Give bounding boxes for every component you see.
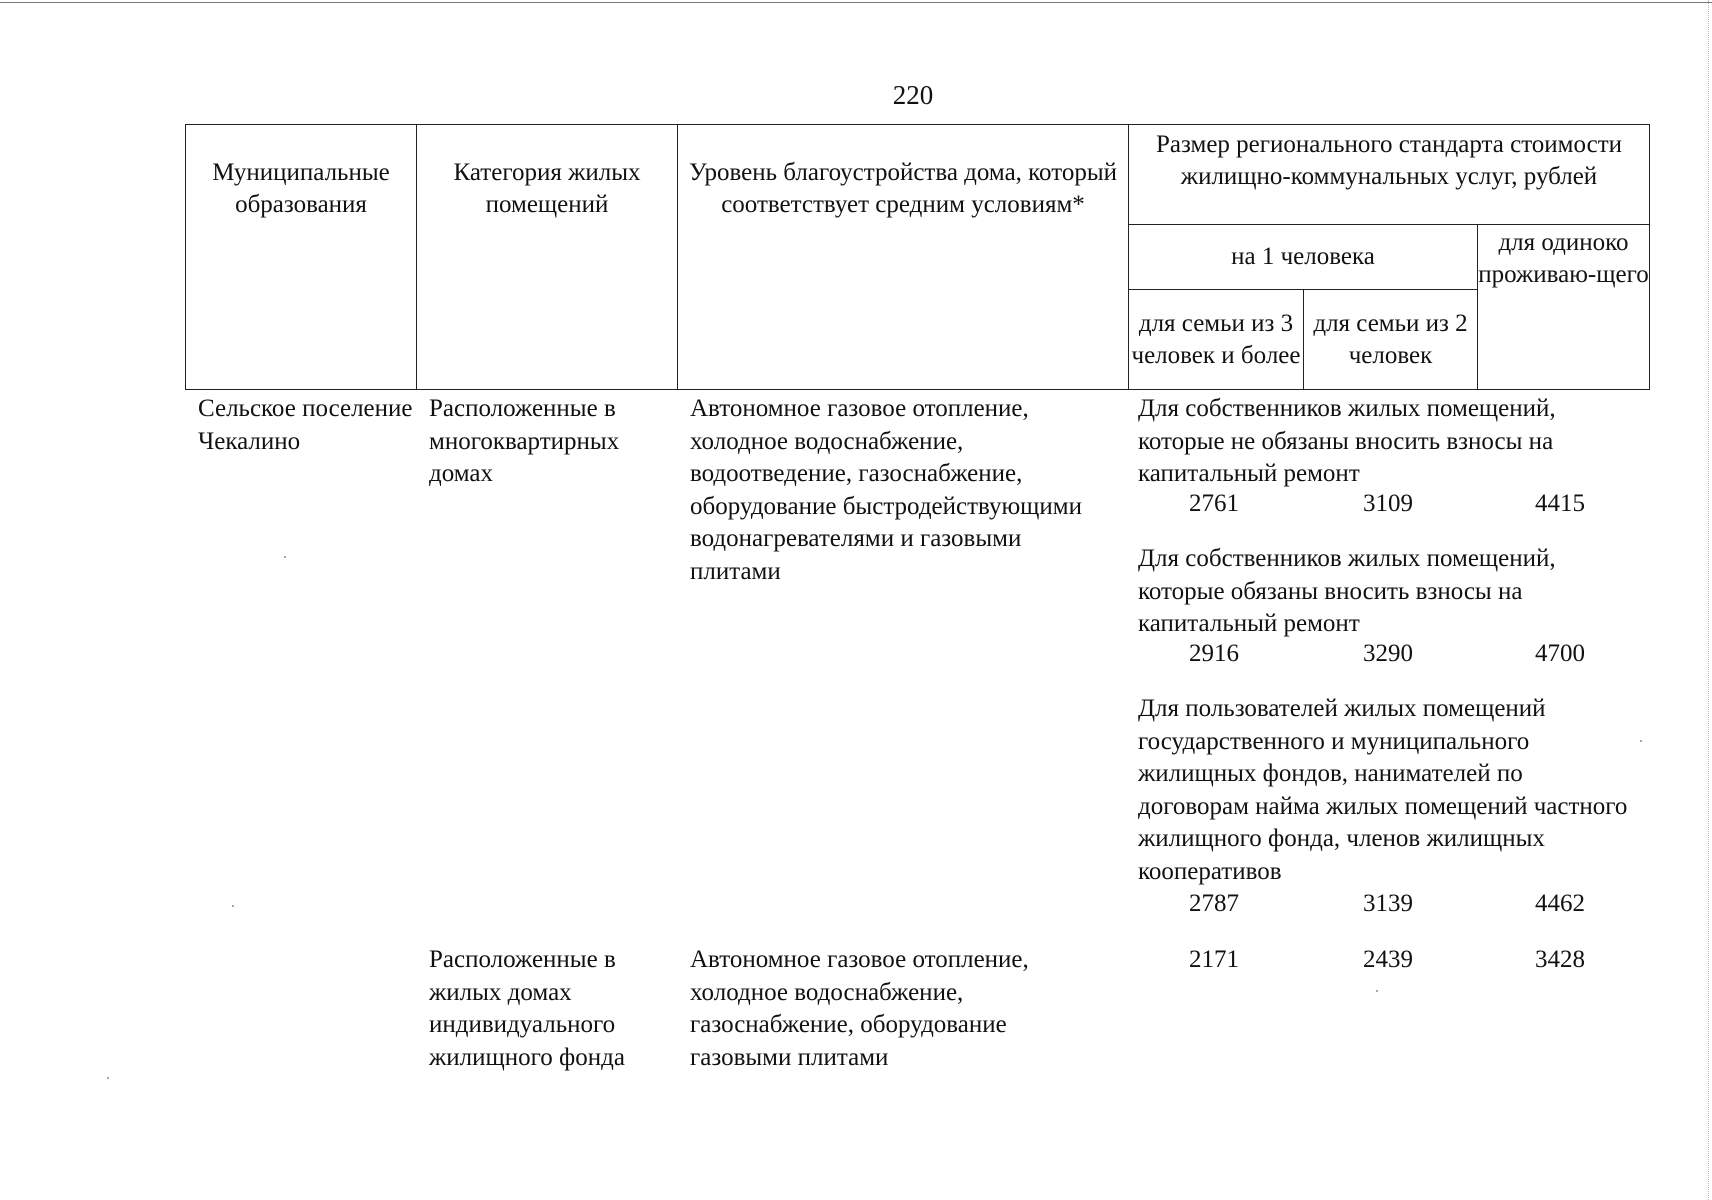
row2-family2-value: 2439 <box>1363 946 1413 973</box>
row1-group3-single-value: 4462 <box>1535 890 1585 917</box>
row1-category: Расположенные в многоквартирных домах <box>429 395 620 487</box>
row1-group3-family3-value: 2787 <box>1189 890 1239 917</box>
row1-group2-label: Для собственников жилых помещений, которые обязаны вносить взносы на капитальный ремонт <box>1138 545 1556 637</box>
scan-speck <box>1640 740 1642 742</box>
row2-single-value: 3428 <box>1535 946 1585 973</box>
header-standard-size-label: Размер регионального стандарта стоимости жилищно-коммунальных услуг, рублей <box>1155 131 1623 190</box>
scan-speck <box>107 1077 109 1079</box>
row1-group2-family3-value: 2916 <box>1189 640 1239 667</box>
header-category-label: Категория жилых помещений <box>453 159 641 218</box>
row1-municipality: Сельское поселение Чекалино <box>198 395 413 455</box>
row1-group2-single-value: 4700 <box>1535 640 1585 667</box>
header-amenity-level-label: Уровень благоустройства дома, который соответствует средним условиям* <box>689 159 1117 218</box>
page-number: 220 <box>892 80 934 110</box>
header-per-person: на 1 человека <box>1129 225 1478 290</box>
row2-family3-value: 2171 <box>1189 946 1239 973</box>
row1-group3-family2-value: 3139 <box>1363 890 1413 917</box>
row1-group1-label: Для собственников жилых помещений, которые не обязаны вносить взносы на капитальный ремонт <box>1138 395 1556 487</box>
row1-group1-family2-value: 3109 <box>1363 490 1413 517</box>
row1-group1-single-value: 4415 <box>1535 490 1585 517</box>
row2-category: Расположенные в жилых домах индивидуального жилищного фонда <box>429 946 625 1071</box>
scan-speck <box>1376 990 1378 992</box>
scan-speck <box>232 905 234 907</box>
header-municipality-label: Муниципальные образования <box>212 159 390 218</box>
row2-amenity-level: Автономное газовое отопление, холодное водоснабжение, газоснабжение, оборудование газовыми плитами <box>690 946 1029 1071</box>
row1-amenity-level: Автономное газовое отопление, холодное водоснабжение, водоотведение, газоснабжение, оборудование быстродействующими водонагревателями и газовыми плитами <box>690 395 1083 585</box>
header-family-2: для семьи из 2 человек <box>1304 290 1478 390</box>
row1-group3-label: Для пользователей жилых помещений государственного и муниципального жилищных фондов, нанимателей по договорам найма жилых помещений частного жилищного фонда, членов жилищных кооперативов <box>1138 695 1628 885</box>
scan-speck <box>284 556 286 558</box>
row1-group1-family3-value: 2761 <box>1189 490 1239 517</box>
row1-group2-family2-value: 3290 <box>1363 640 1413 667</box>
header-single-label: для одиноко проживаю-щего <box>1478 229 1649 288</box>
header-family-3: для семьи из 3 человек и более <box>1129 290 1304 390</box>
